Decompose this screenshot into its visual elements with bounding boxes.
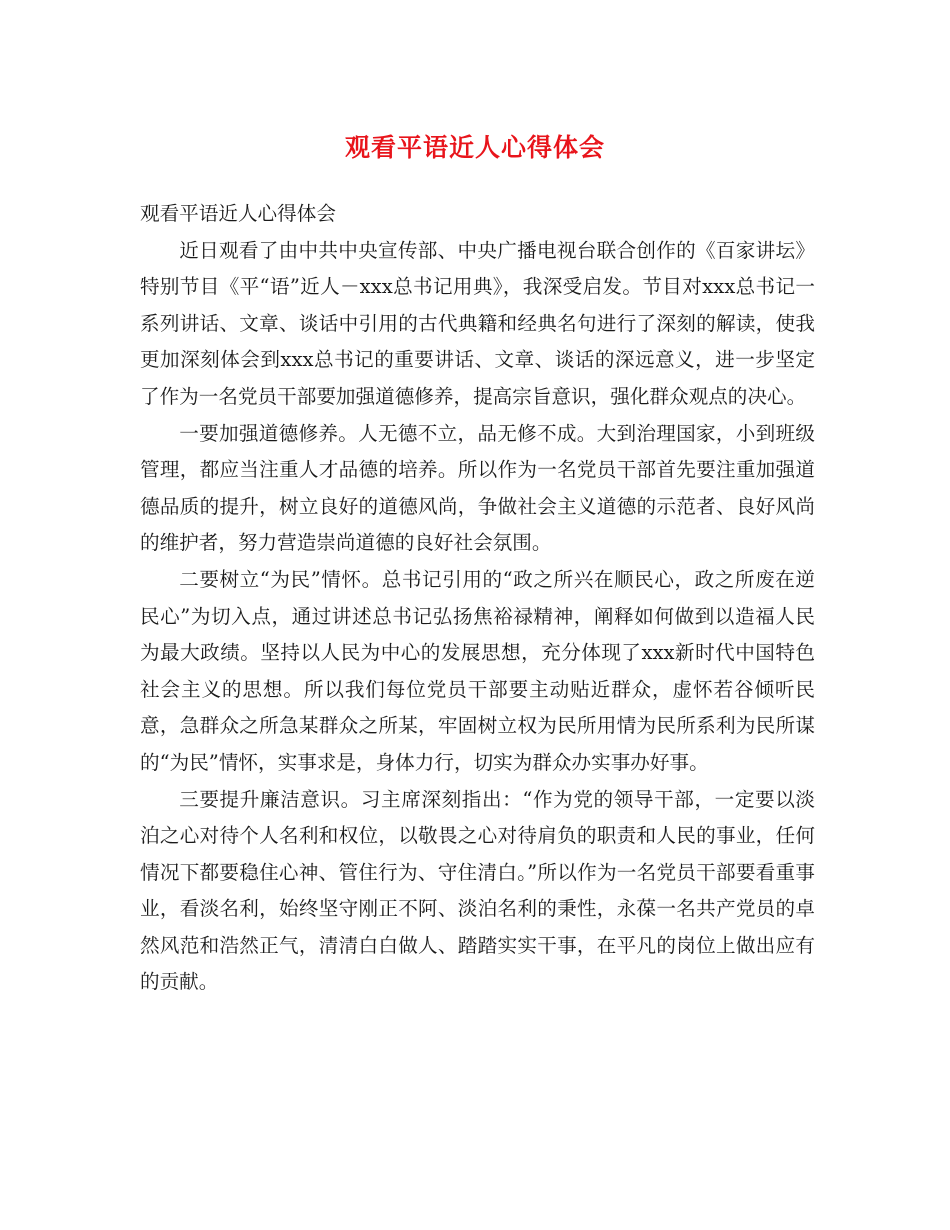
document-body [140,196,815,1001]
document-subtitle: 观看平语近人心得体会 [140,202,336,225]
paragraph-intro: 近日观看了由中共中央宣传部、中央广播电视台联合创作的《百家讲坛》特别节目《平“语”近人－xxx总书记用典》，我深受启发。节目对xxx总书记一系列讲话、文章、谈话中引用的古代典籍和经典名句进行了深刻的解读，使我更加深刻体会到xxx总书记的重要讲话、文章、谈话的深远意义，进一步坚定了作为一名党员干部要加强道德修养，提高宗旨意识，强化群众观点的决心。 [140,238,815,408]
paragraph-integrity: 三要提升廉洁意识。习主席深刻指出：“作为党的领导干部，一定要以淡泊之心对待个人名利和权位，以敬畏之心对待肩负的职责和人民的事业，任何情况下都要稳住心神、管住行为、守住清白。”所以作为一名党员干部要看重事业，看淡名利，始终坚守刚正不阿、淡泊名利的秉性，永葆一名共产党员的卓然风范和浩然正气，清清白白做人、踏踏实实干事，在平凡的岗位上做出应有的贡献。 [140,787,815,994]
document-title: 观看平语近人心得体会 [344,133,605,162]
paragraph-serve-people: 二要树立“为民”情怀。总书记引用的“政之所兴在顺民心，政之所废在逆民心”为切入点，通过讲述总书记弘扬焦裕禄精神，阐释如何做到以造福人民为最大政绩。坚持以人民为中心的发展思想，充分体现了xxx新时代中国特色社会主义的思想。所以我们每位党员干部要主动贴近群众，虚怀若谷倾听民意，急群众之所急某群众之所某，牢固树立权为民所用情为民所系利为民所谋的“为民”情怀，实事求是，身体力行，切实为群众办实事办好事。 [140,567,815,774]
paragraph-moral-cultivation: 一要加强道德修养。人无德不立，品无修不成。大到治理国家，小到班级管理，都应当注重人才品德的培养。所以作为一名党员干部首先要注重加强道德品质的提升，树立良好的道德风尚，争做社会主义道德的示范者、良好风尚的维护者，努力营造崇尚道德的良好社会氛围。 [140,421,815,555]
